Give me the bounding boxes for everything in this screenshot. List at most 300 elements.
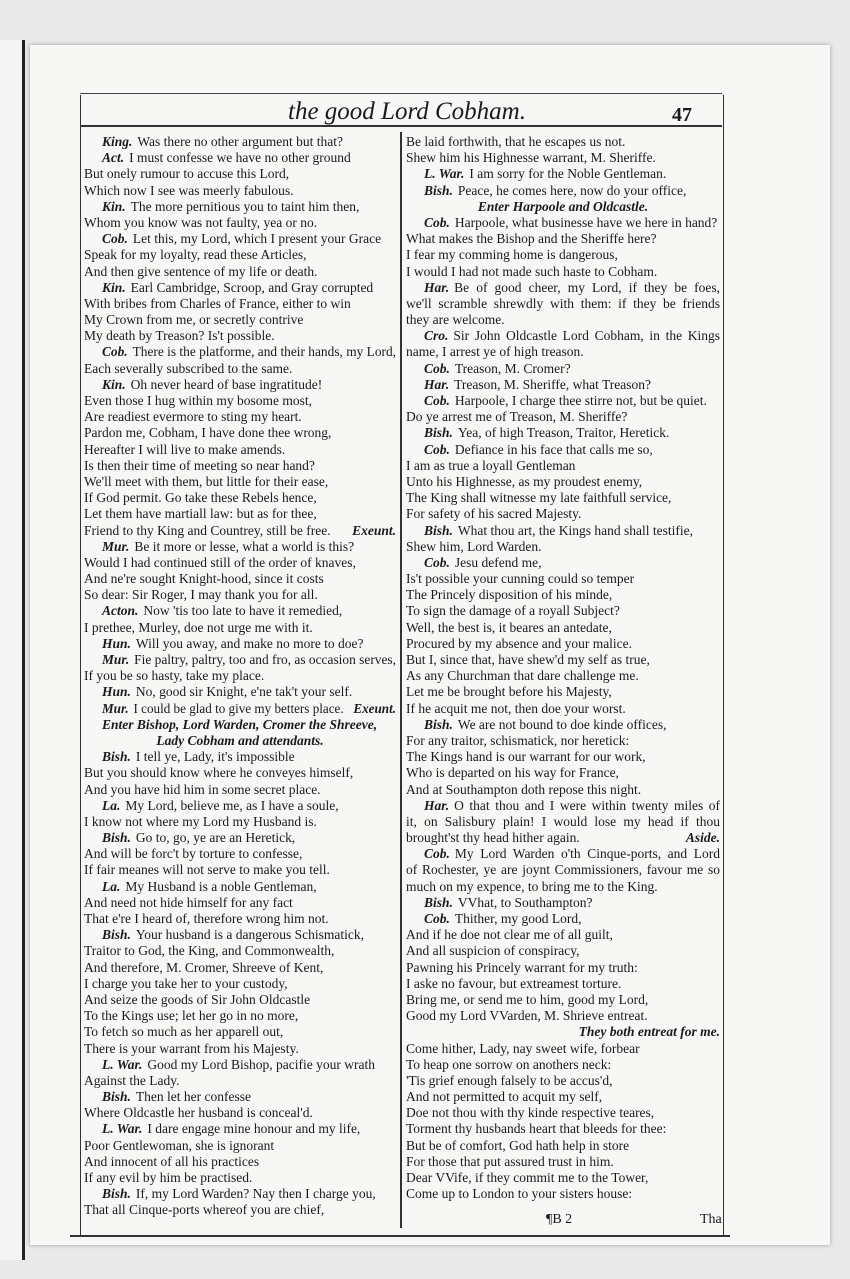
header-rule xyxy=(80,125,722,127)
line-content xyxy=(84,166,289,182)
line-content xyxy=(84,393,312,409)
line-content xyxy=(102,749,295,765)
line-content xyxy=(84,765,353,781)
line-content xyxy=(102,199,359,215)
verse-line xyxy=(406,280,720,296)
verse-line xyxy=(406,943,720,959)
line-text: So dear: Sir Roger, I may thank you for all. xyxy=(84,587,318,603)
line-text: Harpoole, I charge thee stirre not, but be quiet. xyxy=(454,393,707,408)
verse-line xyxy=(406,1089,720,1105)
line-text: My death by Treason? Is't possible. xyxy=(84,328,275,344)
line-text: But be of comfort, God hath help in store xyxy=(406,1137,630,1153)
verse-line xyxy=(84,425,396,441)
verse-line xyxy=(84,264,396,280)
line-text: Torment thy husbands heart that bleeds for thee: xyxy=(406,1121,667,1137)
line-text: I aske no favour, but extreamest torture. xyxy=(406,975,622,991)
verse-line xyxy=(84,555,396,571)
verse-line xyxy=(84,134,396,150)
verse-line xyxy=(84,603,396,619)
speaker-name: Bish. xyxy=(424,522,453,538)
line-text: Now 'tis too late to have it remedied, xyxy=(143,603,343,619)
line-content xyxy=(406,1105,654,1121)
speaker-name: Cob. xyxy=(424,554,450,570)
line-content xyxy=(406,684,612,700)
line-content xyxy=(84,587,318,603)
line-content xyxy=(406,458,575,474)
verse-line xyxy=(406,603,720,619)
line-text: Good my Lord Bishop, pacifie your wrath xyxy=(147,1056,375,1072)
line-content xyxy=(84,442,285,458)
verse-line xyxy=(84,992,396,1008)
verse-line xyxy=(406,474,720,490)
speaker-name: L. War. xyxy=(424,166,465,182)
verse-line xyxy=(406,523,720,539)
verse-line xyxy=(406,911,720,927)
line-content xyxy=(102,798,339,814)
line-text: Speak for my loyalty, read these Articles, xyxy=(84,247,307,263)
line-text: That all Cinque-ports whereof you are chief, xyxy=(84,1202,325,1218)
line-text: And innocent of all his practices xyxy=(84,1153,260,1169)
line-text: To sign the damage of a royall Subject? xyxy=(406,603,620,619)
verse-line xyxy=(406,765,720,781)
speaker-name: Kin. xyxy=(102,279,126,295)
line-content xyxy=(424,215,717,231)
line-text: There is the platforme, and their hands, my Lord, xyxy=(132,344,396,360)
line-content xyxy=(406,652,650,668)
verse-line xyxy=(84,798,396,814)
verse-line xyxy=(84,442,396,458)
line-text: 'Tis grief enough falsely to be accus'd, xyxy=(406,1072,613,1088)
verse-line xyxy=(84,1170,396,1186)
verse-line xyxy=(406,1008,720,1024)
verse-line xyxy=(406,782,720,798)
line-text: With bribes from Charles of France, either to win xyxy=(84,295,351,311)
line-text: If, my Lord Warden? Nay then I charge you, xyxy=(135,1186,376,1202)
line-content xyxy=(156,733,323,749)
line-content xyxy=(406,830,720,846)
verse-line xyxy=(406,264,720,280)
line-content xyxy=(424,717,667,733)
verse-line xyxy=(406,587,720,603)
line-content xyxy=(406,879,658,895)
line-content xyxy=(84,1154,259,1170)
line-text: name, I arrest ye of high treason. xyxy=(406,344,584,360)
line-content xyxy=(84,328,275,344)
verse-line xyxy=(84,652,396,668)
line-content xyxy=(84,458,315,474)
line-content xyxy=(84,409,302,425)
exit-direction: Exeunt. xyxy=(353,700,396,716)
speaker-name: Cob. xyxy=(424,214,450,230)
line-content xyxy=(406,231,657,247)
verse-line xyxy=(84,166,396,182)
verse-line xyxy=(406,652,720,668)
line-content xyxy=(102,636,364,652)
line-text: But you should know where he conveyes himself, xyxy=(84,765,354,781)
line-content xyxy=(84,976,288,992)
line-content xyxy=(84,960,323,976)
line-text: And if he doe not clear me of all guilt, xyxy=(406,927,613,943)
verse-line xyxy=(84,830,396,846)
line-content xyxy=(406,1089,602,1105)
line-text: I am as true a loyall Gentleman xyxy=(406,457,576,473)
line-content xyxy=(406,247,618,263)
line-content xyxy=(102,1121,360,1137)
line-content xyxy=(84,846,302,862)
verse-line xyxy=(84,814,396,830)
line-text: Let them have martiall law: but as for thee, xyxy=(84,506,317,522)
verse-line xyxy=(406,862,720,878)
verse-line xyxy=(84,1186,396,1202)
verse-line xyxy=(406,231,720,247)
line-content xyxy=(406,960,638,976)
line-content xyxy=(84,474,328,490)
line-text: The more pernitious you to taint him then, xyxy=(130,198,360,214)
line-text: That e're I heard of, therefore wrong him not. xyxy=(84,911,329,926)
line-content xyxy=(84,571,324,587)
stage-direction-text: Enter Bishop, Lord Warden, Cromer the Shreeve, xyxy=(102,716,378,732)
verse-line xyxy=(84,636,396,652)
speaker-name: Mur. xyxy=(102,652,130,667)
speaker-name: L. War. xyxy=(102,1056,143,1072)
line-text: Then let her confesse xyxy=(135,1089,251,1105)
verse-line xyxy=(84,344,396,360)
line-content xyxy=(424,280,720,296)
verse-line xyxy=(84,668,396,684)
line-content xyxy=(478,199,648,215)
verse-line xyxy=(84,215,396,231)
verse-line xyxy=(406,1041,720,1057)
verse-line xyxy=(406,976,720,992)
verse-line xyxy=(84,1138,396,1154)
line-content xyxy=(102,684,352,700)
line-text: I charge you take her to your custody, xyxy=(84,975,288,991)
verse-line xyxy=(84,1089,396,1105)
line-content xyxy=(424,328,720,344)
stage-direction xyxy=(84,733,396,749)
verse-line xyxy=(406,620,720,636)
verse-line xyxy=(406,506,720,522)
verse-line xyxy=(406,442,720,458)
speaker-name: Mur. xyxy=(102,538,130,554)
line-text: I must confesse we have no other ground xyxy=(129,150,351,166)
line-text: If he acquit me not, then doe your worst. xyxy=(406,700,626,716)
verse-line xyxy=(84,539,396,555)
line-content xyxy=(84,264,318,280)
verse-line xyxy=(406,879,720,895)
line-text: My Lord Warden o'th Cinque-ports, and Lord xyxy=(454,846,720,862)
line-text: Earl Cambridge, Scroop, and Gray corrupted xyxy=(130,279,374,295)
line-content xyxy=(102,1186,376,1202)
line-text: Be laid forthwith, that he escapes us not. xyxy=(406,134,626,149)
speaker-name: Bish. xyxy=(102,1089,131,1105)
line-text: And you have hid him in some secret place. xyxy=(84,781,321,797)
line-content xyxy=(102,701,396,717)
line-content xyxy=(84,1105,313,1121)
verse-line xyxy=(84,377,396,393)
line-content xyxy=(406,587,612,603)
previous-page-edge xyxy=(0,40,25,1260)
line-text: But onely rumour to accuse this Lord, xyxy=(84,166,290,182)
verse-line xyxy=(406,927,720,943)
line-content xyxy=(406,749,646,765)
verse-line xyxy=(406,830,720,846)
line-text: And at Southampton doth repose this night. xyxy=(406,781,642,797)
verse-line xyxy=(406,636,720,652)
line-content xyxy=(406,571,634,587)
line-content xyxy=(406,1170,648,1186)
line-content xyxy=(84,215,317,231)
line-content xyxy=(406,150,656,166)
verse-line xyxy=(406,425,720,441)
line-text: If fair meanes will not serve to make you tell. xyxy=(84,862,330,878)
line-content xyxy=(102,1057,375,1073)
line-text: Shew him his Highnesse warrant, M. Sheriffe. xyxy=(406,150,656,166)
line-text: Yea, of high Treason, Traitor, Heretick. xyxy=(457,425,670,441)
column-separator xyxy=(400,132,402,1228)
line-text: they are welcome. xyxy=(406,312,505,328)
line-text: The Princely disposition of his minde, xyxy=(406,587,613,603)
line-content xyxy=(84,361,292,377)
line-content xyxy=(406,733,629,749)
speaker-name: Cob. xyxy=(424,846,450,862)
verse-line xyxy=(406,846,720,862)
line-content xyxy=(102,280,373,296)
verse-line xyxy=(406,1105,720,1121)
verse-line xyxy=(84,765,396,781)
line-content xyxy=(84,911,329,927)
verse-line xyxy=(84,1121,396,1137)
line-content xyxy=(406,134,625,150)
line-content xyxy=(424,425,669,441)
verse-line xyxy=(406,377,720,393)
speaker-name: Har. xyxy=(424,376,450,392)
right-column xyxy=(406,134,720,1202)
line-content xyxy=(84,490,317,506)
line-text: Peace, he comes here, now do your office, xyxy=(457,182,687,198)
line-text: I could be glad to give my betters place. xyxy=(133,700,344,716)
line-text: I dare engage mine honour and my life, xyxy=(147,1121,361,1137)
line-content xyxy=(84,312,303,328)
line-content xyxy=(102,1089,251,1105)
line-text: For safety of his sacred Majesty. xyxy=(406,506,582,522)
speaker-name: La. xyxy=(102,878,121,894)
line-text: Do ye arrest me of Treason, M. Sheriffe? xyxy=(406,409,628,425)
line-content xyxy=(406,765,619,781)
verse-line xyxy=(406,150,720,166)
line-content xyxy=(406,668,639,684)
line-content xyxy=(406,1041,640,1057)
verse-line xyxy=(406,183,720,199)
line-content xyxy=(84,523,396,539)
line-text: Oh never heard of base ingratitude! xyxy=(130,376,323,392)
speaker-name: Cob. xyxy=(424,393,450,408)
verse-line xyxy=(84,523,396,539)
line-text: There is your warrant from his Majesty. xyxy=(84,1040,299,1056)
line-text: For any traitor, schismatick, nor heretick: xyxy=(406,732,630,748)
line-text: And not permitted to acquit my self, xyxy=(406,1089,603,1105)
line-text: Traitor to God, the King, and Commonwealth, xyxy=(84,943,335,959)
speaker-name: La. xyxy=(102,797,121,813)
line-content xyxy=(84,296,351,312)
line-text: No, good sir Knight, e'ne tak't your self. xyxy=(135,684,353,700)
verse-line xyxy=(406,458,720,474)
line-content xyxy=(406,992,648,1008)
line-content xyxy=(84,1138,274,1154)
line-content xyxy=(102,830,295,846)
line-text: Unto his Highnesse, as my proudest enemy, xyxy=(406,473,643,489)
verse-line xyxy=(406,1186,720,1202)
verse-line xyxy=(84,312,396,328)
verse-line xyxy=(406,798,720,814)
line-content xyxy=(84,1170,252,1186)
line-text: And therefore, M. Cromer, Shreeve of Kent, xyxy=(84,959,324,975)
line-content xyxy=(84,506,317,522)
line-text: Against the Lady. xyxy=(84,1072,180,1088)
line-content xyxy=(84,1073,179,1089)
verse-line xyxy=(84,1057,396,1073)
bottom-rule xyxy=(70,1235,730,1237)
verse-line xyxy=(406,344,720,360)
line-text: Jesu defend me, xyxy=(454,554,542,570)
line-content xyxy=(84,943,334,959)
line-text: Pardon me, Cobham, I have done thee wrong, xyxy=(84,425,332,441)
verse-line xyxy=(84,1008,396,1024)
line-content xyxy=(406,344,584,360)
verse-line xyxy=(406,296,720,312)
line-text: VVhat, to Southampton? xyxy=(457,894,593,910)
speaker-name: Bish. xyxy=(424,182,453,198)
verse-line xyxy=(406,361,720,377)
line-text: Go to, go, ye are an Heretick, xyxy=(135,830,296,846)
line-text: Come up to London to your sisters house: xyxy=(406,1186,633,1202)
line-content xyxy=(406,1073,612,1089)
line-content xyxy=(424,183,686,199)
line-text: My Husband is a noble Gentleman, xyxy=(125,878,317,894)
line-content xyxy=(102,150,351,166)
line-content xyxy=(424,166,666,182)
line-text: And ne're sought Knight-hood, since it costs xyxy=(84,571,324,587)
verse-line xyxy=(406,749,720,765)
line-content xyxy=(406,1186,632,1202)
line-content xyxy=(84,814,317,830)
speaker-name: Kin. xyxy=(102,376,126,392)
speaker-name: Bish. xyxy=(424,425,453,441)
verse-line xyxy=(84,1154,396,1170)
line-text: Will you away, and make no more to doe? xyxy=(135,635,364,651)
verse-line xyxy=(84,911,396,927)
verse-line xyxy=(406,393,720,409)
stage-direction xyxy=(406,1024,720,1040)
line-text: Well, the best is, it beares an antedate, xyxy=(406,619,612,635)
speaker-name: Bish. xyxy=(102,749,131,765)
stage-direction-text: Lady Cobham and attendants. xyxy=(156,732,324,748)
line-content xyxy=(102,879,317,895)
speaker-name: Bish. xyxy=(424,716,453,732)
line-text: Be it more or lesse, what a world is this? xyxy=(134,538,355,554)
stage-direction xyxy=(406,199,720,215)
speaker-name: Bish. xyxy=(102,830,131,846)
line-text: Thither, my good Lord, xyxy=(454,911,582,926)
line-text: Who is departed on his way for France, xyxy=(406,765,619,781)
line-content xyxy=(84,555,356,571)
verse-line xyxy=(84,393,396,409)
verse-line xyxy=(84,895,396,911)
line-content xyxy=(84,425,331,441)
line-text: Come hither, Lady, nay sweet wife, forbear xyxy=(406,1040,640,1056)
line-text: To fetch so much as her apparell out, xyxy=(84,1024,284,1040)
line-content xyxy=(406,1057,611,1073)
verse-line xyxy=(84,231,396,247)
line-content xyxy=(406,539,542,555)
line-content xyxy=(424,377,651,393)
verse-line xyxy=(406,134,720,150)
line-text: Doe not thou with thy kinde respective teares, xyxy=(406,1105,655,1121)
line-content xyxy=(406,506,581,522)
verse-line xyxy=(406,490,720,506)
line-text: What makes the Bishop and the Sheriffe here? xyxy=(406,231,657,247)
verse-line xyxy=(406,1073,720,1089)
verse-line xyxy=(406,215,720,231)
line-content xyxy=(84,1041,299,1057)
line-content xyxy=(406,701,626,717)
speaker-name: Acton. xyxy=(102,603,139,619)
line-text: Hereafter I will live to make amends. xyxy=(84,441,286,457)
line-content xyxy=(424,911,581,927)
verse-line xyxy=(84,183,396,199)
verse-line xyxy=(84,1105,396,1121)
line-text: If you be so hasty, take my place. xyxy=(84,668,265,684)
speaker-name: Kin. xyxy=(102,198,126,214)
line-content xyxy=(406,603,620,619)
exit-direction: Aside. xyxy=(685,830,720,846)
line-content xyxy=(406,620,612,636)
line-text: Was there no other argument but that? xyxy=(137,134,343,149)
verse-line xyxy=(84,361,396,377)
line-content xyxy=(406,862,720,878)
line-text: As any Churchman that dare challenge me. xyxy=(406,668,639,684)
verse-line xyxy=(84,684,396,700)
line-text: Which now I see was meerly fabulous. xyxy=(84,182,294,198)
verse-line xyxy=(406,328,720,344)
speaker-name: Mur. xyxy=(102,700,129,716)
line-content xyxy=(406,409,627,425)
line-content xyxy=(424,442,653,458)
speaker-name: Har. xyxy=(424,279,450,295)
top-rule xyxy=(80,93,722,94)
verse-line xyxy=(406,814,720,830)
line-text: And then give sentence of my life or death. xyxy=(84,263,318,279)
verse-line xyxy=(406,166,720,182)
verse-line xyxy=(84,474,396,490)
speaker-name: Cob. xyxy=(102,231,128,247)
verse-line xyxy=(84,943,396,959)
line-text: O that thou and I were within twenty miles of xyxy=(454,797,720,813)
line-text: Where Oldcastle her husband is conceal'd. xyxy=(84,1105,313,1121)
speaker-name: Hun. xyxy=(102,684,131,700)
page-number: 47 xyxy=(672,104,692,126)
line-text: I know not where my Lord my Husband is. xyxy=(84,813,317,829)
verse-line xyxy=(84,199,396,215)
line-content xyxy=(424,361,571,377)
line-content xyxy=(102,344,396,360)
verse-line xyxy=(84,280,396,296)
line-content xyxy=(406,1008,648,1024)
verse-line xyxy=(406,1057,720,1073)
line-text: Is't possible your cunning could so temper xyxy=(406,571,635,587)
line-text: Poor Gentlewoman, she is ignorant xyxy=(84,1137,275,1153)
line-text: And seize the goods of Sir John Oldcastle xyxy=(84,991,311,1007)
